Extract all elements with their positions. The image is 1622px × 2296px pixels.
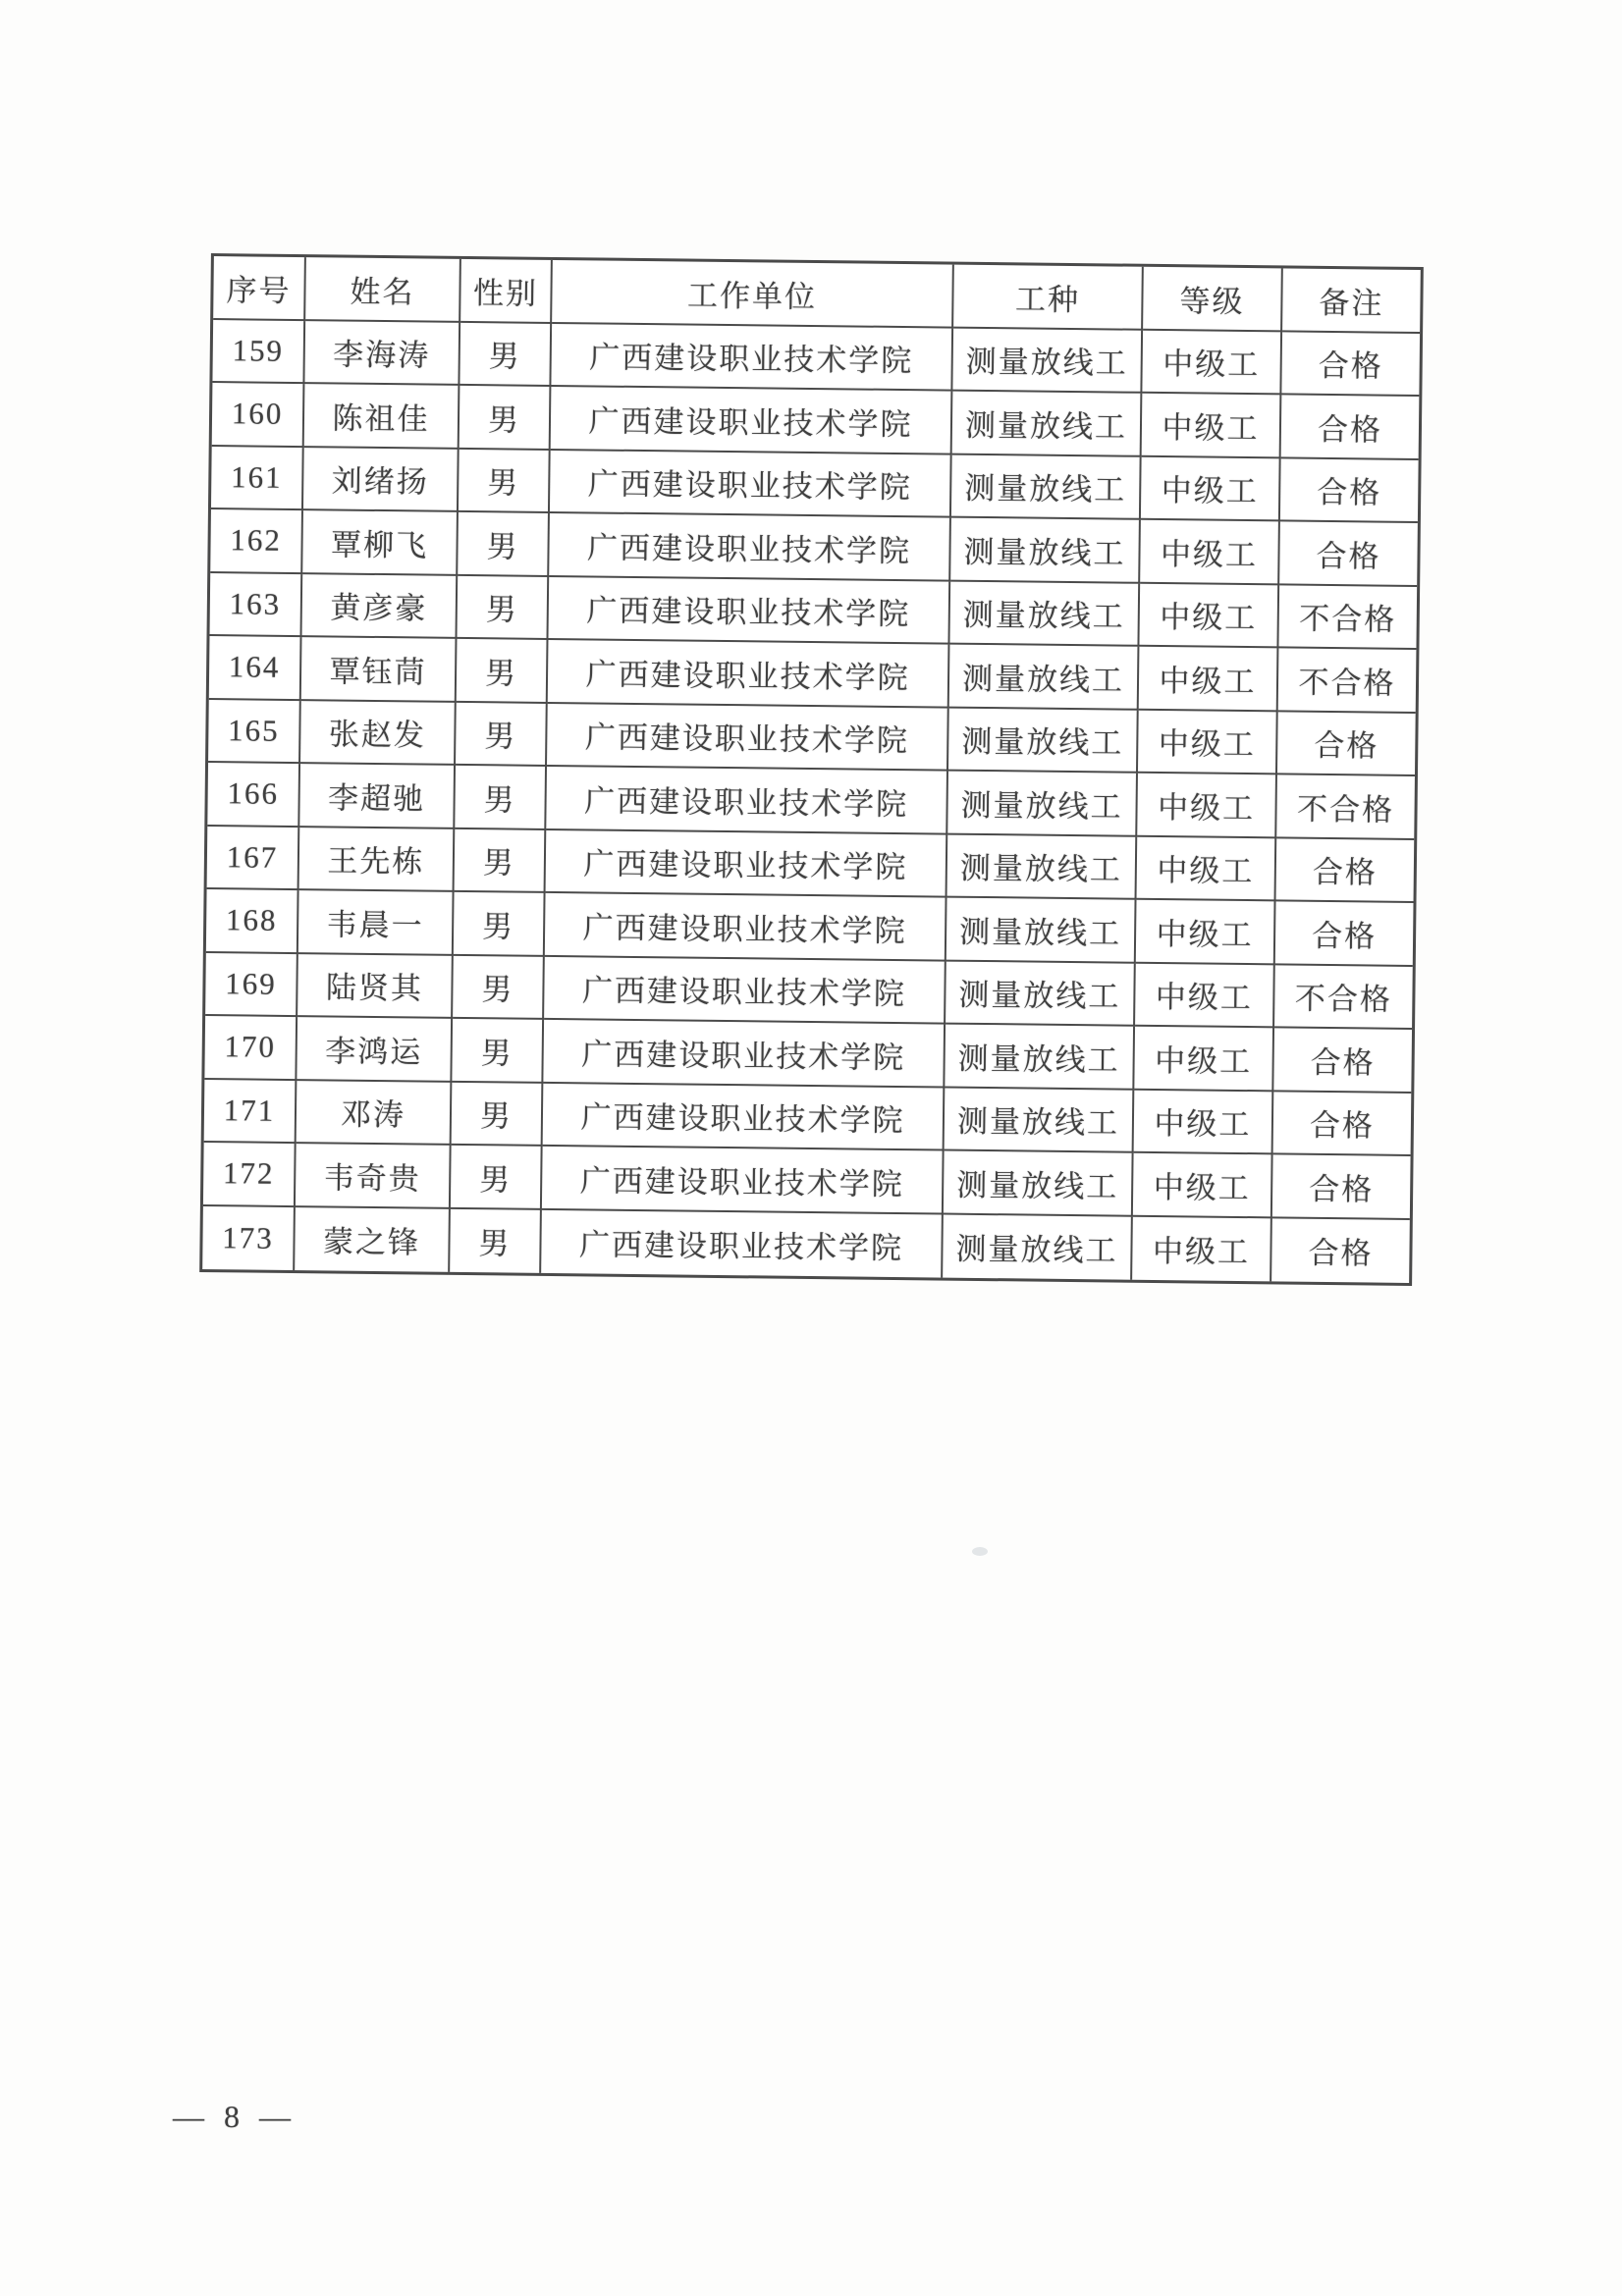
table-cell: 合格: [1281, 332, 1420, 397]
table-cell: 173: [202, 1205, 296, 1270]
table-cell: 广西建设职业技术学院: [543, 1083, 946, 1150]
header-cell: 姓名: [305, 257, 461, 322]
table-cell: 不合格: [1278, 585, 1417, 650]
table-cell: 合格: [1277, 712, 1416, 776]
table-cell: 广西建设职业技术学院: [543, 1020, 946, 1088]
table-cell: 李海涛: [304, 321, 460, 386]
table-cell: 男: [454, 892, 546, 957]
table-cell: 中级工: [1139, 583, 1279, 648]
table-cell: 陈祖佳: [304, 384, 460, 449]
table-cell: 广西建设职业技术学院: [551, 323, 953, 391]
table-cell: 男: [453, 955, 545, 1020]
table-cell: 蒙之锋: [295, 1207, 451, 1272]
table-cell: 男: [455, 766, 547, 830]
header-cell: 工种: [953, 265, 1144, 331]
table-cell: 中级工: [1134, 1027, 1274, 1092]
table-cell: 170: [204, 1016, 297, 1081]
table-cell: 广西建设职业技术学院: [542, 1147, 945, 1214]
table-cell: 161: [211, 447, 304, 511]
table-cell: 测量放线工: [947, 772, 1138, 837]
table-cell: 广西建设职业技术学院: [550, 450, 952, 517]
table-cell: 合格: [1279, 521, 1418, 586]
table-cell: 中级工: [1133, 1153, 1273, 1218]
table-cell: 男: [460, 322, 552, 387]
table-cell: 不合格: [1274, 965, 1413, 1030]
header-cell: 性别: [460, 259, 553, 324]
table-cell: 覃柳飞: [302, 510, 459, 575]
table-cell: 中级工: [1140, 520, 1280, 585]
table-cell: 男: [459, 449, 551, 513]
table-cell: 广西建设职业技术学院: [546, 829, 948, 897]
table-cell: 广西建设职业技术学院: [547, 703, 949, 771]
table-cell: 广西建设职业技术学院: [551, 387, 953, 454]
table-cell: 测量放线工: [951, 454, 1142, 520]
table-cell: 王先栋: [299, 828, 456, 892]
table-cell: 测量放线工: [944, 1151, 1134, 1217]
table-cell: 广西建设职业技术学院: [541, 1209, 944, 1277]
table-cell: 164: [209, 636, 302, 701]
table-cell: 广西建设职业技术学院: [546, 767, 948, 834]
table-cell: 合格: [1308, 1236, 1374, 1271]
table-cell: 159: [212, 320, 305, 385]
table-cell: 中级工: [1142, 330, 1282, 395]
table-cell: 160: [212, 383, 305, 448]
table-cell: 中级工: [1137, 774, 1277, 838]
table-cell: 中级工: [1132, 1216, 1272, 1281]
table-cell: 测量放线工: [946, 898, 1137, 964]
table-cell: 172: [203, 1143, 297, 1207]
table-cell: 合格: [1280, 458, 1419, 523]
table-cell: 中级工: [1135, 963, 1275, 1028]
table-cell: 广西建设职业技术学院: [548, 576, 950, 644]
table-cell: 测量放线工: [946, 961, 1136, 1027]
table-cell: 测量放线工: [945, 1088, 1135, 1153]
table-cell: 中级工: [1138, 710, 1278, 774]
table-cell: 男: [455, 828, 547, 893]
table-cell: 162: [210, 509, 303, 574]
table-cell: 165: [208, 700, 301, 765]
table-cell: 男: [452, 1019, 544, 1084]
table-cell: 167: [207, 827, 300, 891]
table-cell: 广西建设职业技术学院: [545, 893, 947, 961]
table-cell: 男: [456, 702, 548, 767]
table-cell: 合格: [1273, 1092, 1412, 1156]
table-cell: 李超驰: [299, 764, 456, 828]
table-cell: 168: [206, 889, 299, 954]
table-cell: 166: [207, 763, 300, 828]
table-cell: 男: [458, 512, 550, 577]
table-cell: 不合格: [1278, 648, 1417, 713]
table-cell: 中级工: [1137, 836, 1277, 901]
table-cell: 合格: [1272, 1154, 1411, 1219]
table-cell: 男: [457, 575, 549, 640]
table-cell: 刘绪扬: [303, 448, 460, 512]
table-cell: 合格: [1273, 1028, 1412, 1093]
header-cell: 序号: [213, 256, 306, 321]
table-cell: 合格: [1276, 838, 1415, 903]
table-cell: 测量放线工: [952, 392, 1143, 457]
table-cell: 合格: [1275, 901, 1414, 966]
table-cell: 覃钰茼: [301, 637, 458, 702]
table-cell: 韦奇贵: [296, 1144, 452, 1208]
table-cell: 测量放线工: [949, 581, 1140, 647]
table-cell: 陆贤其: [297, 954, 454, 1019]
page-number: — 8 —: [173, 2099, 293, 2134]
table-cell: 广西建设职业技术学院: [548, 640, 950, 708]
table-cell: 张赵发: [300, 701, 457, 766]
table-cell: 不合格: [1276, 774, 1415, 839]
table-cell: 测量放线工: [950, 518, 1141, 584]
header-cell: 备注: [1282, 268, 1421, 333]
table-cell: 中级工: [1139, 647, 1279, 712]
table-cell: 李鸿运: [297, 1017, 453, 1082]
table-cell: 测量放线工: [945, 1025, 1135, 1091]
table-cell: 邓涛: [297, 1081, 453, 1146]
table-cell: 171: [204, 1080, 297, 1145]
table-cell: 测量放线工: [949, 645, 1140, 711]
table-cell: 男: [452, 1082, 544, 1147]
table-cell: 测量放线工: [948, 708, 1139, 774]
table-cell: 169: [205, 953, 298, 1018]
results-table: [199, 253, 1424, 1286]
header-cell: 工作单位: [552, 260, 954, 328]
table-cell: 男: [451, 1146, 543, 1210]
table-cell: 测量放线工: [952, 328, 1143, 394]
table-cell: 男: [450, 1208, 542, 1273]
scan-artifact: [972, 1547, 988, 1556]
table-cell: 韦晨一: [298, 890, 455, 955]
table-cell: 中级工: [1142, 394, 1282, 458]
table-cell: 男: [457, 639, 549, 704]
table-cell: 男: [460, 386, 552, 451]
table-cell: 中级工: [1136, 900, 1276, 965]
table-cell: 测量放线工: [947, 834, 1138, 900]
table-cell: 黄彦豪: [301, 574, 458, 639]
table-cell: 广西建设职业技术学院: [544, 956, 946, 1024]
table-cell: 合格: [1281, 395, 1420, 459]
table-cell: 163: [210, 573, 303, 638]
table-cell: 广西建设职业技术学院: [549, 513, 951, 581]
table-cell: 中级工: [1141, 456, 1281, 521]
table-cell: 中级工: [1134, 1090, 1274, 1154]
table-cell: 测量放线工: [943, 1214, 1133, 1280]
header-cell: 等级: [1143, 267, 1283, 332]
